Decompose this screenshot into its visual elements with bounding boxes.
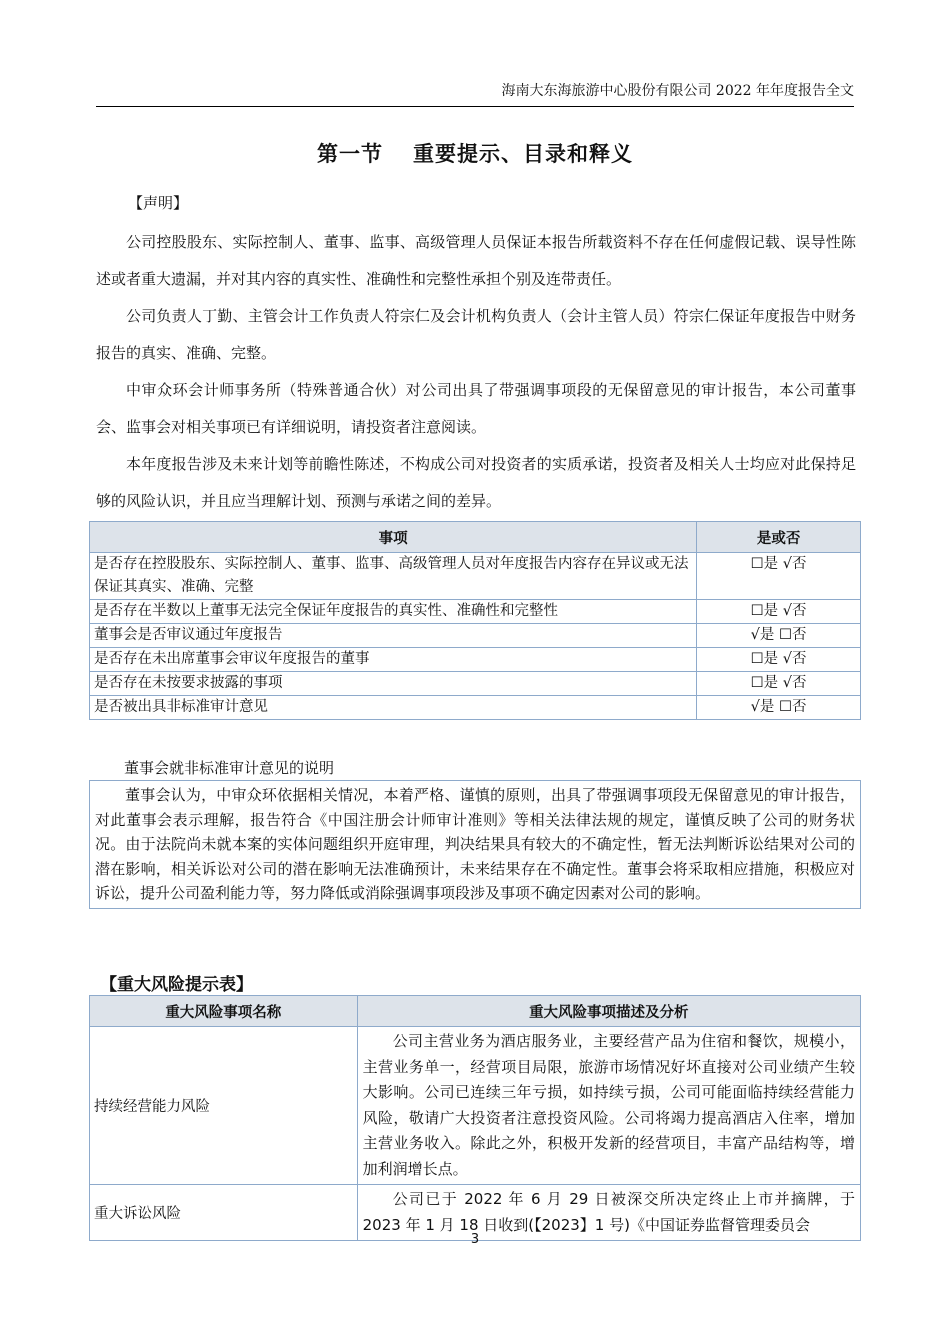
risk-table [89, 995, 861, 1241]
risk-desc: 公司已于 2022 年 6 月 29 日被深交所决定终止上市并摘牌，于 2023 年 1 月 18 日收到(【2023】1 号)《中国证券监督管理委员会 [357, 1185, 860, 1241]
table-cell-item: 是否存在控股股东、实际控制人、董事、监事、高级管理人员对年度报告内容存在异议或无法保证其真实、准确、完整 [90, 553, 697, 600]
table-cell-item: 董事会是否审议通过年度报告 [90, 624, 697, 648]
table-cell-answer: ☐是 √否 [697, 648, 861, 672]
table-header-row [90, 522, 861, 553]
table-row [90, 553, 861, 600]
page-number: 3 [470, 1232, 480, 1247]
table-row [90, 624, 861, 648]
table-row [90, 696, 861, 720]
table-cell-item: 是否存在未出席董事会审议年度报告的董事 [90, 648, 697, 672]
declaration-table [89, 521, 861, 720]
statement-label: 【声明】 [128, 194, 189, 212]
table-row [90, 1027, 861, 1185]
table-cell-item: 是否被出具非标准审计意见 [90, 696, 697, 720]
column-header: 事项 [90, 522, 697, 553]
table-row [90, 648, 861, 672]
opinion-title: 董事会就非标准审计意见的说明 [124, 759, 335, 777]
risk-name: 重大诉讼风险 [90, 1185, 358, 1241]
table-row [90, 672, 861, 696]
table-cell-item: 是否存在半数以上董事无法完全保证年度报告的真实性、准确性和完整性 [90, 600, 697, 624]
column-header: 重大风险事项描述及分析 [357, 996, 860, 1027]
paragraph: 公司控股股东、实际控制人、董事、监事、高级管理人员保证本报告所载资料不存在任何虚假记载、误导性陈述或者重大遗漏，并对其内容的真实性、准确性和完整性承担个别及连带责任。 [96, 233, 856, 288]
paragraph: 公司负责人丁勤、主管会计工作负责人符宗仁及会计机构负责人（会计主管人员）符宗仁保证年度报告中财务报告的真实、准确、完整。 [96, 307, 856, 362]
table-row [90, 600, 861, 624]
column-header: 是或否 [697, 522, 861, 553]
opinion-box: 董事会认为，中审众环依据相关情况，本着严格、谨慎的原则，出具了带强调事项段无保留意见的审计报告，对此董事会表示理解，报告符合《中国注册会计师审计准则》等相关法律法规的规定，谨慎反映了公司的财务状况。由于法院尚未就本案的实体问题组织开庭审理，判决结果具有较大的不确定性，暂无法判断诉讼结果对公司的潜在影响，相关诉讼对公司的潜在影响无法准确预计，未来结果存在不确定性。董事会将采取相应措施，积极应对诉讼，提升公司盈利能力等，努力降低或消除强调事项段涉及事项不确定因素对公司的影响。 [89, 780, 861, 909]
section-name: 重要提示、目录和释义 [413, 142, 633, 166]
risk-name: 持续经营能力风险 [90, 1027, 358, 1185]
risk-desc: 公司主营业务为酒店服务业，主要经营产品为住宿和餐饮，规模小，主营业务单一，经营项目局限，旅游市场情况好坏直接对公司业绩产生较大影响。公司已连续三年亏损，如持续亏损，公司可能面临持续经营能力风险，敬请广大投资者注意投资风险。公司将竭力提高酒店入住率，增加主营业务收入。除此之外，积极开发新的经营项目，丰富产品结构等，增加利润增长点。 [357, 1027, 860, 1185]
table-cell-answer: √是 ☐否 [697, 624, 861, 648]
column-header: 重大风险事项名称 [90, 996, 358, 1027]
section-title [0, 138, 950, 168]
risk-table-title: 【重大风险提示表】 [100, 975, 253, 995]
table-cell-answer: ☐是 √否 [697, 672, 861, 696]
table-cell-answer: ☐是 √否 [697, 600, 861, 624]
table-cell-answer: ☐是 √否 [697, 553, 861, 600]
page-header [96, 80, 854, 107]
table-header-row [90, 996, 861, 1027]
table-cell-item: 是否存在未按要求披露的事项 [90, 672, 697, 696]
section-number: 第一节 [317, 142, 383, 166]
table-cell-answer: √是 ☐否 [697, 696, 861, 720]
paragraph: 本年度报告涉及未来计划等前瞻性陈述，不构成公司对投资者的实质承诺，投资者及相关人士均应对此保持足够的风险认识，并且应当理解计划、预测与承诺之间的差异。 [96, 455, 856, 510]
header-text: 海南大东海旅游中心股份有限公司 2022 年年度报告全文 [501, 83, 854, 99]
paragraph: 中审众环会计师事务所（特殊普通合伙）对公司出具了带强调事项段的无保留意见的审计报告，本公司董事会、监事会对相关事项已有详细说明，请投资者注意阅读。 [96, 381, 856, 436]
